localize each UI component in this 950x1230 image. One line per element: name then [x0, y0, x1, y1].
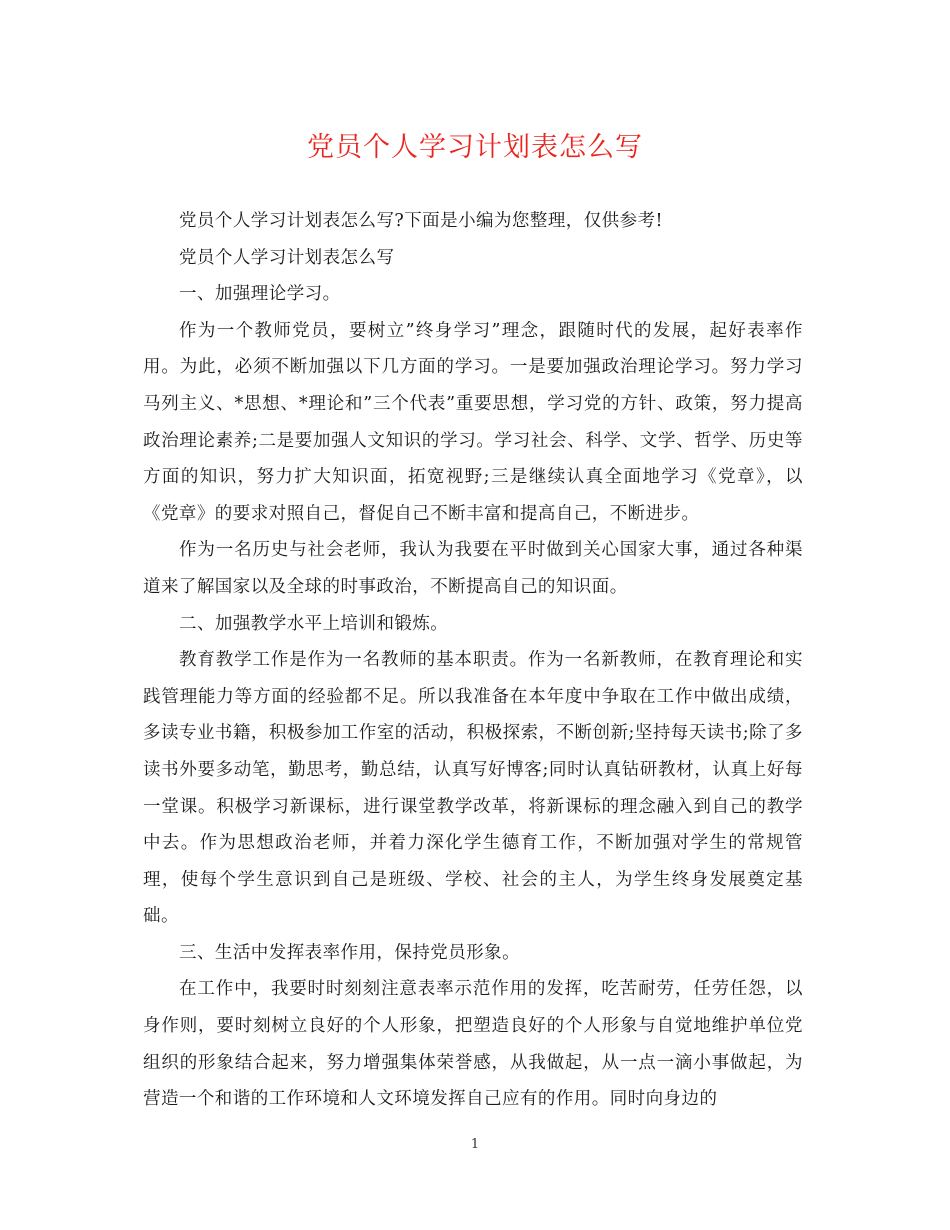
paragraph-theory-study: 作为一个教师党员，要树立”终身学习”理念，跟随时代的发展，起好表率作用。为此，必须不断加强以下几方面的学习。一是要加强政治理论学习。努力学习马列主义、*思想、*理论和”三个代表”重要思想，学习党的方针、政策，努力提高政治理论素养;二是要加强人文知识的学习。学习社会、科学、文学、哲学、历史等方面的知识，努力扩大知识面，拓宽视野;三是继续认真全面地学习《党章》，以《党章》的要求对照自己，督促自己不断丰富和提高自己，不断进步。: [143, 320, 803, 524]
document-body: [143, 203, 803, 1118]
page-number: 1: [470, 1137, 480, 1152]
section-heading-1: 一、加强理论学习。: [179, 284, 341, 305]
paragraph-intro: 党员个人学习计划表怎么写?下面是小编为您整理，仅供参考!: [179, 211, 664, 231]
paragraph-subtitle: 党员个人学习计划表怎么写: [179, 247, 395, 268]
section-heading-2: 二、加强教学水平上培训和锻炼。: [179, 613, 449, 634]
paragraph-history-teacher: 作为一名历史与社会老师，我认为我要在平时做到关心国家大事，通过各种渠道来了解国家以及全球的时事政治，不断提高自己的知识面。: [143, 540, 803, 597]
section-heading-3: 三、生活中发挥表率作用，保持党员形象。: [179, 942, 521, 963]
document-title: 党员个人学习计划表怎么写: [307, 132, 643, 163]
paragraph-role-model: 在工作中，我要时时刻刻注意表率示范作用的发挥，吃苦耐劳，任劳任怨，以身作则，要时刻树立良好的个人形象，把塑造良好的个人形象与自觉地维护单位党组织的形象结合起来，努力增强集体荣誉感，从我做起，从一点一滴小事做起，为营造一个和谐的工作环境和人文环境发挥自己应有的作用。同时向身边的: [143, 979, 803, 1110]
paragraph-teaching-training: 教育教学工作是作为一名教师的基本职责。作为一名新教师，在教育理论和实践管理能力等方面的经验都不足。所以我准备在本年度中争取在工作中做出成绩，多读专业书籍，积极参加工作室的活动，积极探索，不断创新;坚持每天读书;除了多读书外要多动笔，勤思考，勤总结，认真写好博客;同时认真钻研教材，认真上好每一堂课。积极学习新课标，进行课堂教学改革，将新课标的理念融入到自己的教学中去。作为思想政治老师，并着力深化学生德育工作，不断加强对学生的常规管理，使每个学生意识到自己是班级、学校、社会的主人，为学生终身发展奠定基础。: [143, 650, 803, 927]
